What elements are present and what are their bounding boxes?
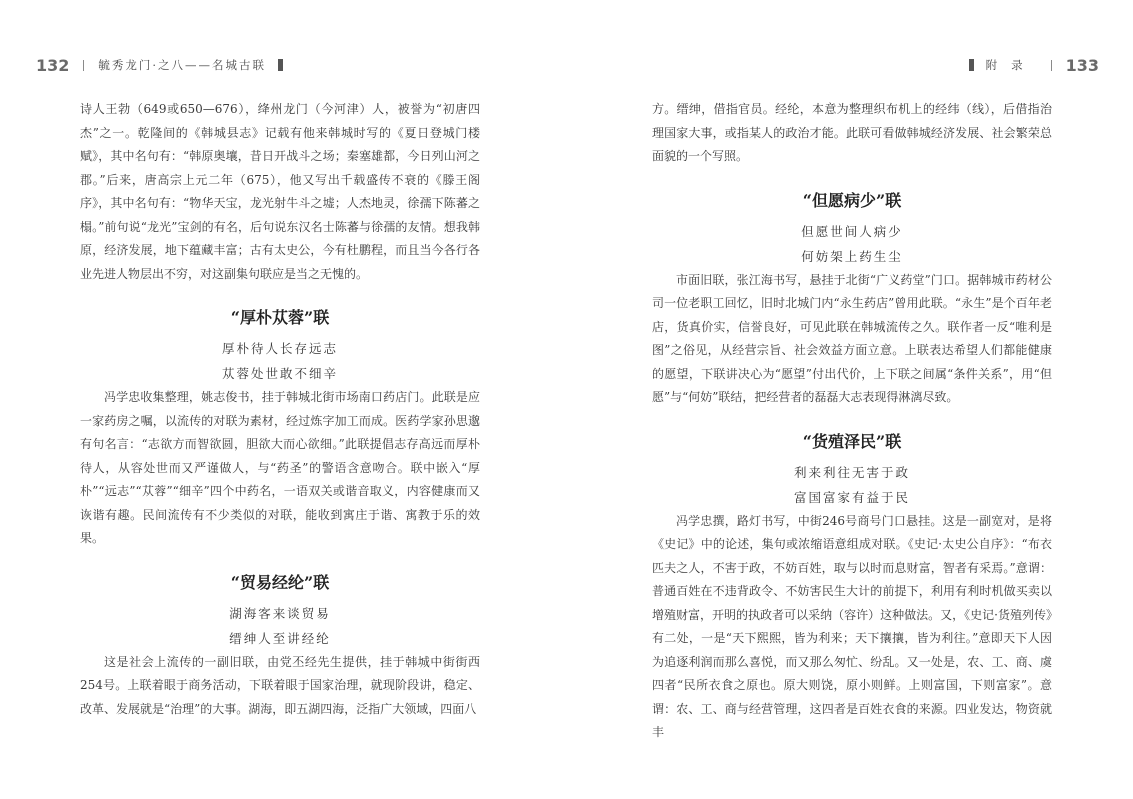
couplet-line: 但愿世间人病少 [801, 223, 903, 239]
couplet-line: 何妨架上药生尘 [801, 248, 903, 264]
header-divider [83, 60, 84, 71]
running-title: 毓秀龙门·之八——名城古联 [98, 58, 267, 72]
couplet-line: 利来利往无害于政 [793, 464, 910, 480]
couplet-line: 湖海客来谈贸易 [229, 605, 331, 621]
right-page-body [652, 98, 1052, 745]
couplet-line: 富国富家有益于民 [793, 489, 910, 505]
page-number: 133 [1065, 55, 1099, 75]
section-title: “厚朴苁蓉”联 [230, 308, 330, 327]
section-title: “贸易经纶”联 [230, 572, 330, 592]
right-running-header [957, 54, 1099, 76]
running-title: 附录 [985, 58, 1037, 72]
left-running-header [36, 54, 295, 76]
right-page [566, 0, 1133, 799]
section-title: “货殖泽民”联 [802, 431, 902, 451]
body-paragraph: 市面旧联，张江海书写，悬挂于北街“广义药堂”门口。据韩城市药材公司一位老职工回忆，旧时北城门内“永生药店”曾用此联。“永生”是个百年老店，货真价实，信誉良好，可见此联在韩城流传之久。联作者一反“唯利是图”之俗见，从经营宗旨、社会效益方面立意。上联表达希望人们都能健康的愿望，下联讲决心为“愿望”付出代价，上下联之间属“条件关系”，用“但愿”与“何妨”联结，把经营者的磊磊大志表现得淋漓尽致。 [652, 272, 1052, 404]
left-page [0, 0, 566, 799]
couplet-line: 苁蓉处世敢不细辛 [221, 366, 338, 381]
body-paragraph: 这是社会上流传的一副旧联，由党丕经先生提供，挂于韩城中街街西254号。上联着眼于商务活动，下联着眼于国家治理，就现阶段讲，稳定、改革、发展就是“治理”的大事。湖海，即五湖四海，泛指广大领域，四面八 [80, 654, 480, 716]
couplet-line: 厚朴待人长存远志 [221, 341, 338, 356]
header-bar-mark [969, 59, 974, 71]
body-paragraph: 方。缙绅，借指官员。经纶，本意为整理织布机上的经纬（线），后借指治理国家大事，或指某人的政治才能。此联可看做韩城经济发展、社会繁荣总面貌的一个写照。 [652, 102, 1052, 163]
header-bar-mark [278, 59, 283, 71]
section-title: “但愿病少”联 [802, 190, 902, 210]
body-paragraph: 冯学忠收集整理，姚志俊书，挂于韩城北街市场南口药店门。此联是应一家药房之嘱，以流传的对联为素材，经过炼字加工而成。医药学家孙思邈有句名言：“志欲方而智欲圆，胆欲大而心欲细。”此联提倡志存高远而厚朴待人，从容处世而又严谨做人，与“药圣”的警语含意吻合。联中嵌入“厚朴”“远志”“苁蓉”“细辛”四个中药名，一语双关或谐音取义，内容健康而又诙谐有趣。民间流传有不少类似的对联，能收到寓庄于谐、寓教于乐的效果。 [80, 390, 480, 545]
body-paragraph: 诗人王勃（649或650—676），绛州龙门（今河津）人，被誉为“初唐四杰”之一。乾隆间的《韩城县志》记载有他来韩城时写的《夏日登城门楼赋》，其中名句有：“韩原奥壤，昔日开战斗之场；秦塞雄都，今日列山河之郡。”后来，唐高宗上元二年（675），他又写出千载盛传不衰的《滕王阁序》，其中名句有：“物华天宝，龙光射牛斗之墟；人杰地灵，徐孺下陈蕃之榻。”前句说“龙光”宝剑的有名，后句说东汉名士陈蕃与徐孺的友情。想我韩原，经济发展，地下蕴藏丰富；古有太史公，今有杜鹏程，而且当今各行各业先进人物层出不穷，对这副集句联应是当之无愧的。 [80, 102, 480, 281]
left-page-body [80, 98, 480, 721]
page-number: 132 [36, 55, 70, 75]
body-paragraph: 冯学忠撰，路灯书写，中街246号商号门口悬挂。这是一副宽对，是将《史记》中的论述，集句或浓缩语意组成对联。《史记·太史公自序》：“布衣匹夫之人，不害于政，不妨百姓，取与以时而息财富，智者有采焉。”意谓：普通百姓在不违背政令、不妨害民生大计的前提下，利用有利时机做买卖以增殖财富，开明的执政者可以采纳（容许）这种做法。又，《史记·货殖列传》有二处，一是“天下熙熙，皆为利来；天下攘攘，皆为利往。”意即天下人因为追逐利润而那么喜悦，而又那么匆忙、纷乱。又一处是，农、工、商、虞四者“民所衣食之原也。原大则饶，原小则鲜。上则富国，下则富家”。意谓：农、工、商与经营管理，这四者是百姓衣食的来源。四业发达，物资就丰 [652, 513, 1052, 739]
couplet-line: 缙绅人至讲经纶 [229, 630, 331, 646]
header-divider [1051, 60, 1052, 71]
